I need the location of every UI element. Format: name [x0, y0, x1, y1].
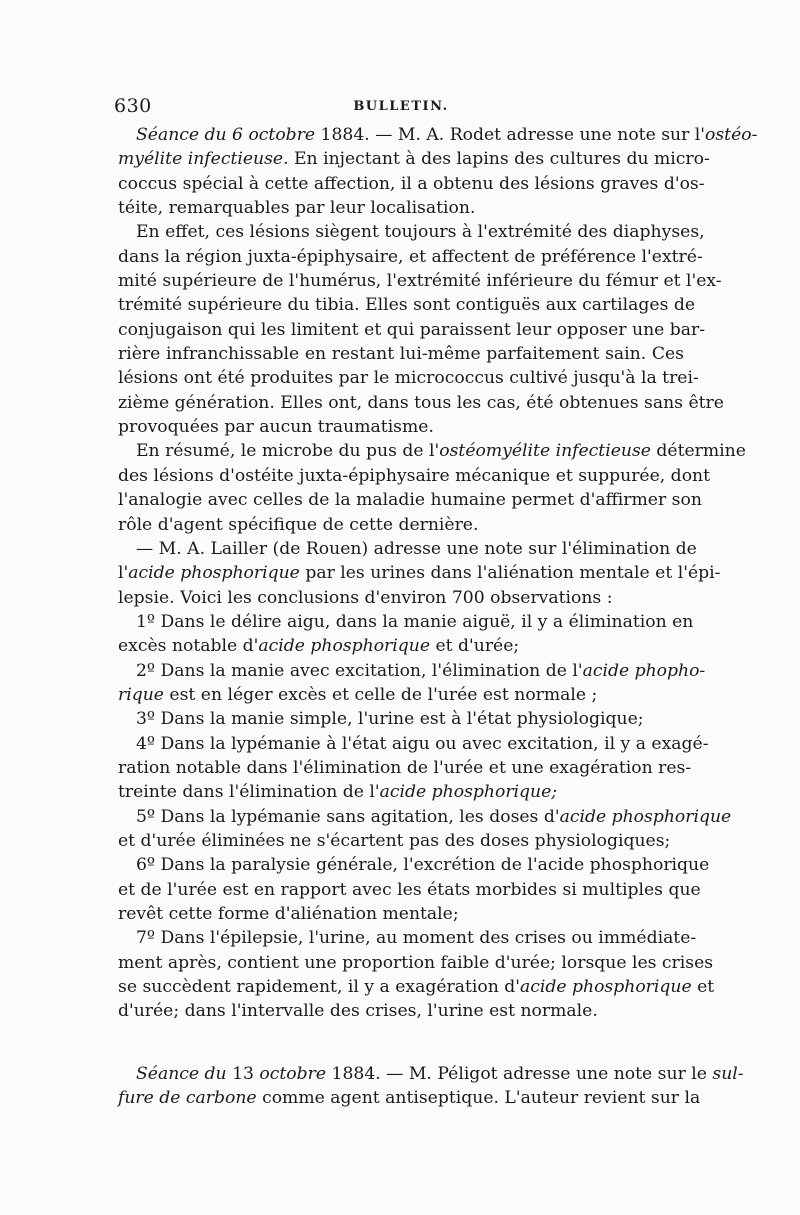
text-line [118, 878, 701, 902]
text-run: et d'urée éliminées ne s'écartent pas des doses physiologiques; [118, 830, 671, 851]
text-run: revêt cette forme d'aliénation mentale; [118, 904, 459, 924]
text-run: provoquées par aucun traumatisme. [118, 417, 434, 438]
italic-run: Séance du [136, 1063, 227, 1084]
text-run: rôle d'agent spécifique de cette dernière. [118, 514, 479, 535]
text-run: coccus spécial à cette affection, il a obtenu des lésions graves d'os- [118, 173, 705, 194]
text-run: ment après, contient une proportion faible d'urée; lorsque les crises [118, 952, 714, 973]
italic-run: fure de carbone [118, 1088, 257, 1109]
text-line [118, 829, 684, 853]
paragraph [118, 926, 715, 1023]
text-run: lésions ont été produites par le micrococcus cultivé jusqu'à la trei- [118, 368, 699, 389]
text-run: lepsie. Voici les conclusions d'environ 700 observations : [118, 587, 613, 608]
paragraph [118, 1062, 744, 1111]
paragraph [118, 853, 710, 926]
text-run: comme agent antiseptique. L'auteur revient sur la [256, 1088, 701, 1109]
paragraph-gap [118, 1024, 684, 1062]
text-run: 13 [226, 1063, 260, 1084]
text-run: et [691, 977, 715, 998]
text-line [118, 391, 724, 415]
text-run: ration notable dans l'élimination de l'urée et une exagération res- [118, 757, 692, 778]
text-line [118, 318, 706, 342]
text-run: mité supérieure de l'humérus, l'extrémité inférieure du fémur et l'ex- [118, 271, 722, 292]
text-run: par les urines dans l'aliénation mentale et l'épi- [299, 563, 721, 584]
text-line [118, 293, 696, 317]
text-run: 1º Dans le délire aigu, dans la manie aiguë, il y a élimination en [136, 611, 694, 632]
italic-run: ostéomyélite infectieuse [439, 441, 651, 462]
italic-run: acide phosphorique [559, 806, 732, 827]
text-run: se succèdent rapidement, il y a exagération d' [118, 977, 520, 998]
text-line [118, 415, 684, 439]
text-line [118, 586, 684, 610]
text-run: dans la région juxta-épiphysaire, et affectent de préférence l'extré- [118, 246, 703, 267]
text-line [118, 732, 709, 756]
paragraph [118, 805, 732, 854]
italic-run: myélite infectieuse. [118, 149, 289, 170]
page-number: 630 [114, 95, 152, 117]
text-line [118, 756, 692, 780]
text-line [118, 269, 722, 293]
text-run: rière infranchissable en restant lui-même parfaitement sain. Ces [118, 344, 684, 365]
text-line [118, 805, 732, 829]
italic-run: acide phosphorique [128, 563, 300, 584]
text-line [118, 342, 684, 366]
paragraph [118, 439, 746, 536]
body-text [118, 123, 758, 1110]
text-run: des lésions d'ostéite juxta-épiphysaire mécanique et suppurée, dont [118, 465, 711, 486]
text-run: conjugaison qui les limitent et qui paraissent leur opposer une bar- [118, 319, 706, 340]
text-line [118, 780, 684, 804]
text-line [118, 513, 684, 537]
paragraph [118, 220, 724, 439]
text-run: 4º Dans la lypémanie à l'état aigu ou avec excitation, il y a exagé- [136, 733, 709, 754]
text-run: excès notable d' [118, 636, 259, 657]
text-run: 2º Dans la manie avec excitation, l'élimination de l' [136, 660, 583, 681]
italic-run: Séance du 6 octobre [136, 125, 316, 145]
text-run: l' [118, 563, 129, 584]
text-line [118, 220, 705, 244]
text-line [118, 951, 714, 975]
text-line [118, 439, 746, 463]
text-run: 5º Dans la lypémanie sans agitation, les doses d' [136, 806, 560, 827]
text-run: — M. A. Lailler (de Rouen) adresse une note sur l'élimination de [136, 538, 697, 559]
text-line [118, 1062, 744, 1086]
text-line [118, 902, 684, 926]
text-line [118, 561, 721, 585]
text-line [118, 926, 697, 950]
text-line [118, 1086, 701, 1110]
text-line [118, 172, 705, 196]
text-line [118, 537, 697, 561]
text-run: 7º Dans l'épilepsie, l'urine, au moment des crises ou immédiate- [136, 928, 697, 949]
paragraph [118, 537, 721, 610]
italic-run: acide phosphorique [258, 636, 431, 657]
paragraph [118, 707, 684, 731]
italic-run: rique [118, 684, 164, 705]
text-line [118, 634, 684, 658]
italic-run: octobre [259, 1063, 327, 1084]
italic-run: ostéo- [705, 125, 758, 145]
text-run: l'analogie avec celles de la maladie humaine permet d'affirmer son [118, 490, 702, 511]
text-line [118, 707, 684, 731]
italic-run: acide phopho- [582, 660, 706, 681]
text-run: En résumé, le microbe du pus de l' [136, 441, 440, 462]
text-line [118, 245, 703, 269]
text-run: détermine [650, 441, 746, 462]
paragraph [118, 610, 694, 659]
text-run: 6º Dans la paralysie générale, l'excrétion de l'acide phosphorique [136, 855, 710, 876]
text-run: zième génération. Elles ont, dans tous les cas, été obtenues sans être [118, 392, 724, 413]
text-run: est en léger excès et celle de l'urée est normale ; [163, 684, 598, 705]
text-run: téite, remarquables par leur localisation. [118, 198, 476, 219]
text-run: 1884. — M. A. Rodet adresse une note sur l' [315, 125, 705, 145]
italic-run: acide phosphorique [520, 977, 692, 998]
italic-run: acide phosphorique; [379, 782, 558, 803]
text-line [118, 683, 684, 707]
paragraph [118, 732, 709, 805]
text-line [118, 853, 710, 877]
text-line [118, 196, 684, 220]
text-line [118, 366, 699, 390]
text-line [118, 123, 758, 147]
text-run: et de l'urée est en rapport avec les états morbides si multiples que [118, 879, 701, 900]
page-header [114, 95, 684, 121]
text-run: treinte dans l'élimination de l' [118, 782, 380, 803]
text-run: et d'urée; [430, 636, 520, 657]
text-line [118, 488, 702, 512]
text-run: 1884. — M. Péligot adresse une note sur le [326, 1063, 713, 1084]
text-run: En injectant à des lapins des cultures du micro- [288, 149, 710, 170]
text-line [118, 147, 710, 171]
text-run: d'urée; dans l'intervalle des crises, l'urine est normale. [118, 1001, 598, 1022]
text-line [118, 659, 706, 683]
text-line [118, 999, 684, 1023]
text-line [118, 464, 711, 488]
paragraph [118, 123, 758, 220]
running-head: BULLETIN. [353, 99, 449, 114]
text-run: En effet, ces lésions siègent toujours à l'extrémité des diaphyses, [136, 222, 705, 243]
text-run: trémité supérieure du tibia. Elles sont contiguës aux cartilages de [118, 295, 696, 316]
italic-run: sul- [712, 1063, 744, 1084]
text-line [118, 610, 694, 634]
paragraph [118, 659, 706, 708]
text-run: 3º Dans la manie simple, l'urine est à l'état physiologique; [136, 709, 644, 730]
text-line [118, 975, 715, 999]
